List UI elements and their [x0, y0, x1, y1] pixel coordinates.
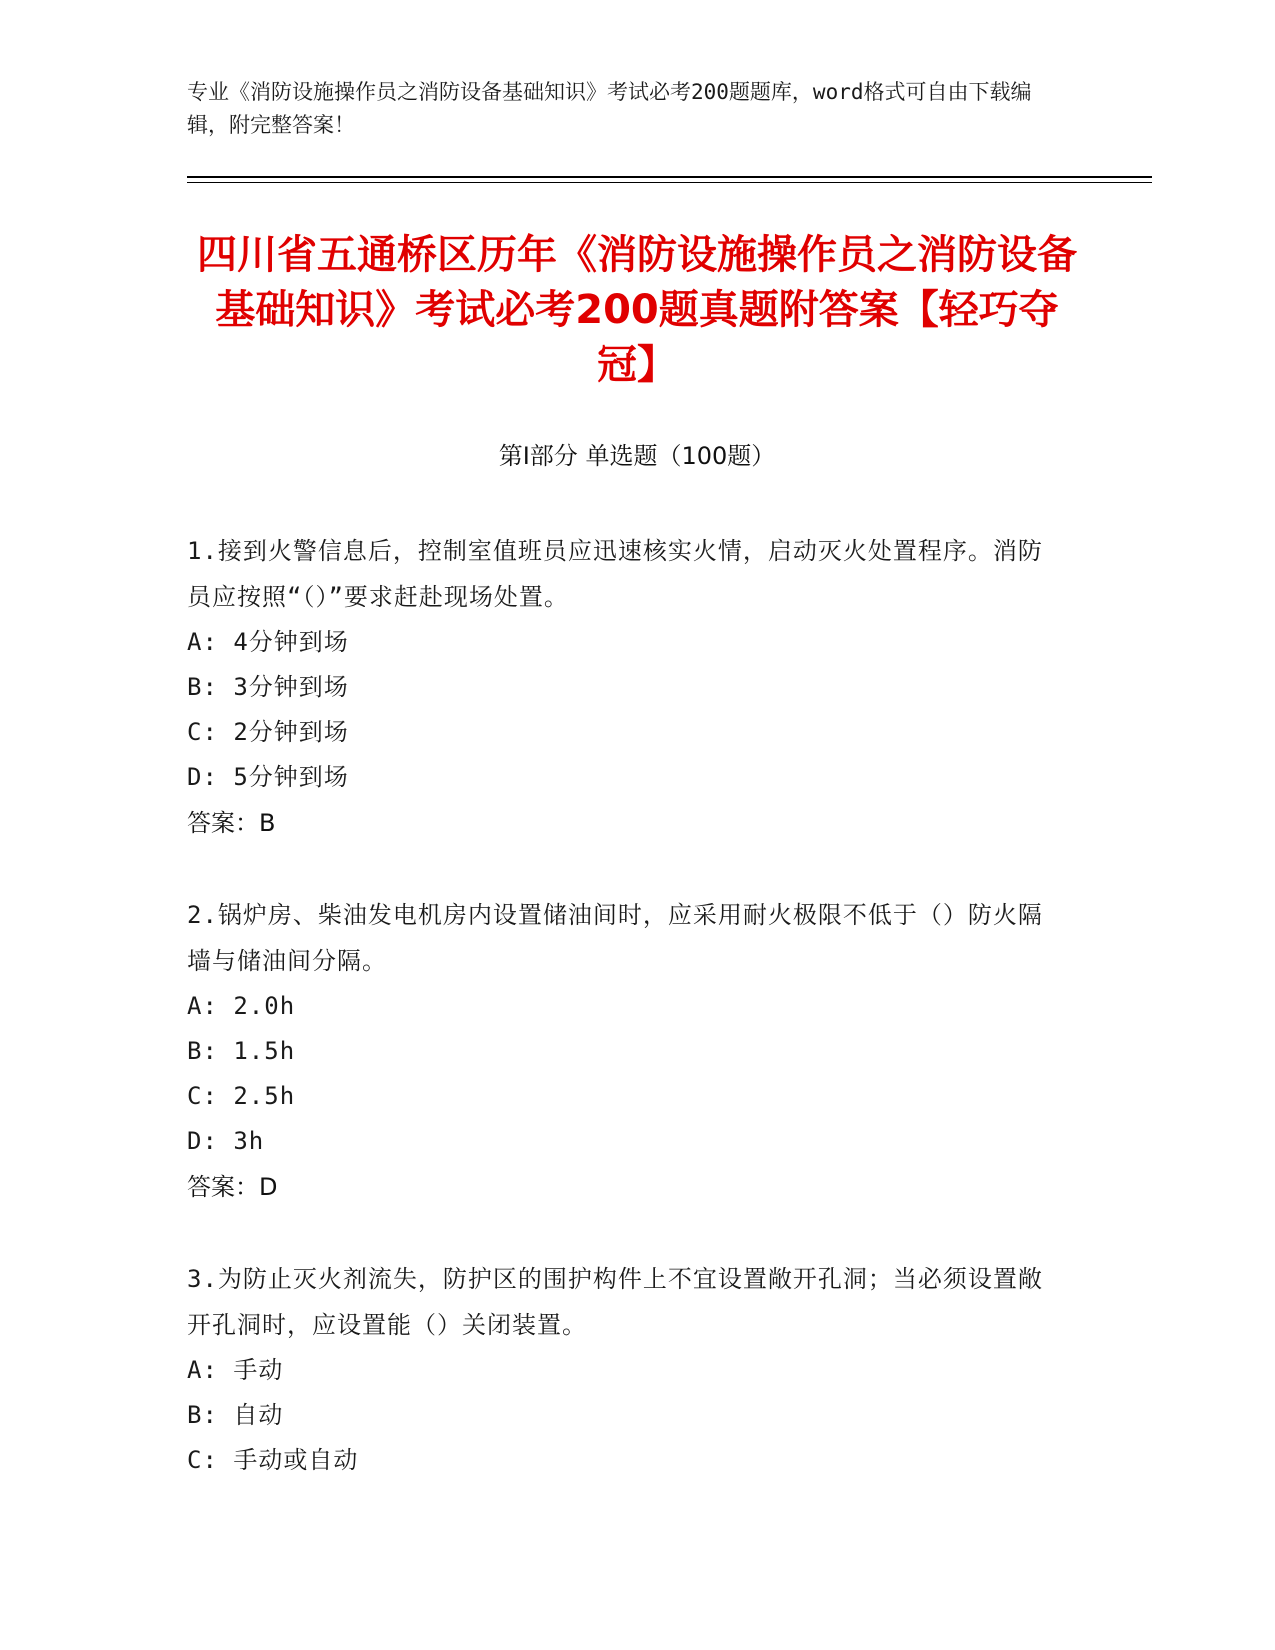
option-b: B: 3分钟到场	[187, 673, 349, 701]
option-c: C: 2分钟到场	[187, 718, 349, 746]
question-1	[187, 528, 1067, 846]
question-3	[187, 1256, 1067, 1483]
question-stem: 2.锅炉房、柴油发电机房内设置储油间时，应采用耐火极限不低于（）防火隔墙与储油间分隔。	[187, 901, 1043, 975]
option-d: D: 3h	[187, 1127, 265, 1155]
header-note: 专业《消防设施操作员之消防设备基础知识》考试必考200题题库，word格式可自由下载编辑，附完整答案！	[187, 80, 1032, 137]
section-heading: 第Ⅰ部分 单选题（100题）	[498, 442, 776, 470]
question-list	[187, 528, 1067, 1529]
option-a: A: 手动	[187, 1356, 284, 1384]
option-d: D: 5分钟到场	[187, 763, 349, 791]
option-c: C: 手动或自动	[187, 1446, 359, 1474]
header-divider-thin	[187, 182, 1152, 183]
option-a: A: 2.0h	[187, 992, 296, 1020]
answer: 答案：D	[187, 1173, 278, 1201]
header-divider-thick	[187, 176, 1152, 178]
question-stem: 3.为防止灭火剂流失，防护区的围护构件上不宜设置敞开孔洞；当必须设置敞开孔洞时，应设置能（）关闭装置。	[187, 1265, 1043, 1339]
document-title: 四川省五通桥区历年《消防设施操作员之消防设备基础知识》考试必考200题真题附答案【轻巧夺冠】	[197, 232, 1077, 388]
option-b: B: 1.5h	[187, 1037, 296, 1065]
question-stem: 1.接到火警信息后，控制室值班员应迅速核实火情，启动灭火处置程序。消防员应按照“（）”要求赶赴现场处置。	[187, 537, 1043, 611]
option-a: A: 4分钟到场	[187, 628, 349, 656]
option-b: B: 自动	[187, 1401, 284, 1429]
answer: 答案：B	[187, 809, 276, 837]
question-2	[187, 892, 1067, 1210]
option-c: C: 2.5h	[187, 1082, 296, 1110]
